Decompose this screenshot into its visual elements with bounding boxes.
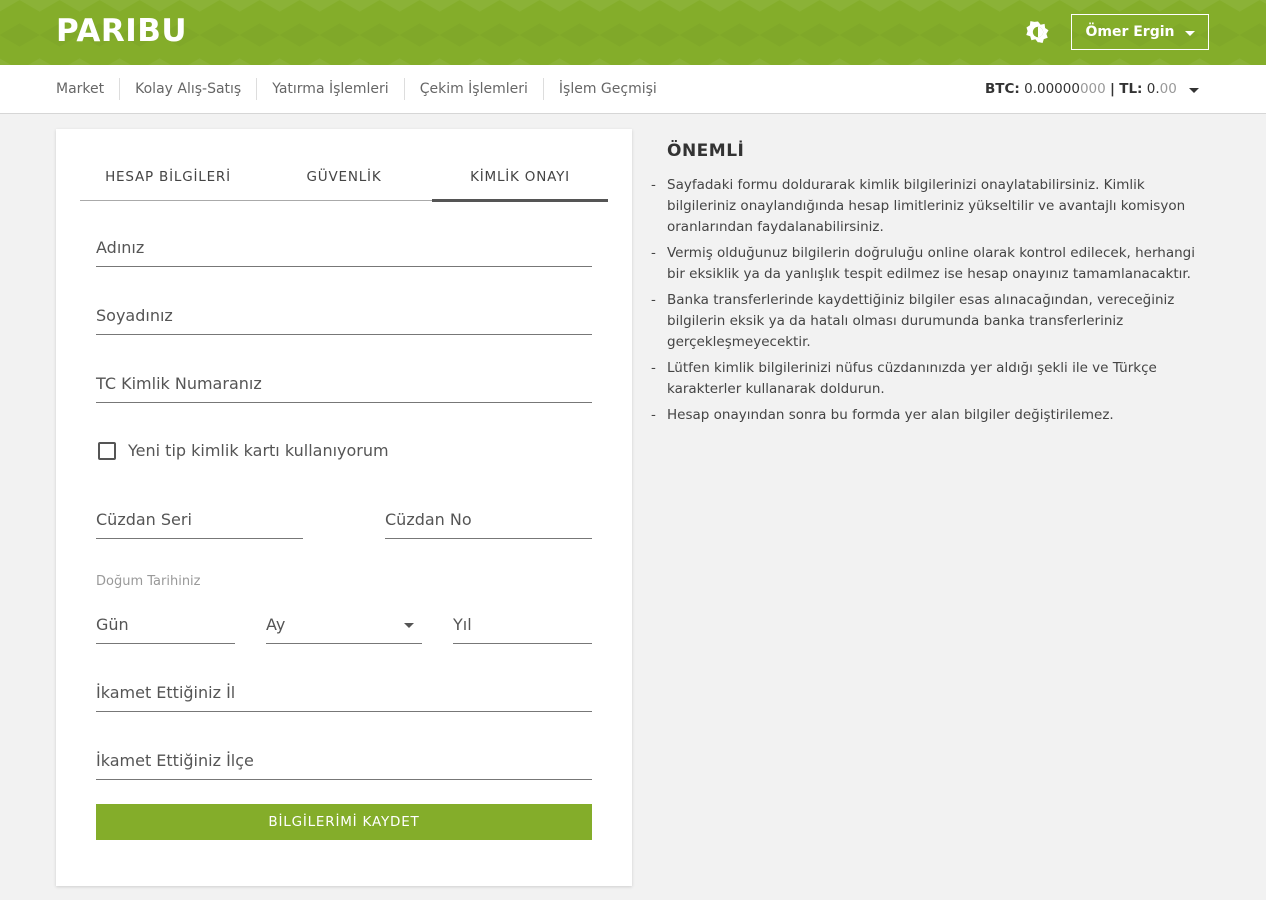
- new-id-card-label: Yeni tip kimlik kartı kullanıyorum: [128, 441, 389, 460]
- identity-form-card: [56, 129, 632, 886]
- city-input[interactable]: [96, 683, 592, 712]
- list-item: - Hesap onayından sonra bu formda yer alan bilgiler değiştirilemez.: [651, 407, 1114, 423]
- tl-value-dim: 00: [1159, 81, 1177, 97]
- wallet-series-input[interactable]: [96, 510, 303, 539]
- tc-number-input[interactable]: [96, 374, 592, 403]
- tab-security[interactable]: GÜVENLİK: [306, 169, 382, 185]
- paribu-logo[interactable]: PARIBU: [56, 13, 188, 49]
- birth-year-placeholder: Yıl: [453, 615, 472, 634]
- district-input[interactable]: [96, 751, 592, 780]
- brightness-icon[interactable]: [1026, 20, 1050, 44]
- list-item: - Banka transferlerinde kaydettiğiniz bilgiler esas alınacağından, vereceğiniz bilgilerin eksik ya da hatalı olması durumunda banka transferleriniz gerçekleşmeyecektir.: [651, 292, 1175, 350]
- user-name: Ömer Ergin: [1085, 24, 1175, 40]
- account-tabs: [80, 153, 608, 201]
- birth-day-placeholder: Gün: [96, 615, 129, 634]
- list-item: - Vermiş olduğunuz bilgilerin doğruluğu online olarak kontrol edilecek, herhangi bir eksiklik ya da yanlışlık tespit edilmez ise hesap onayınız tamamlanacaktır.: [651, 245, 1195, 282]
- birth-date-label: Doğum Tarihiniz: [96, 574, 201, 589]
- list-item: - Sayfadaki formu doldurarak kimlik bilgilerinizi onaylatabilirsiniz. Kimlik bilgileriniz onaylandığında hesap limitleriniz yükseltilir ve avantajlı komisyon oranlarından faydalanabilirsiniz.: [651, 177, 1186, 235]
- wallet-no-input[interactable]: [385, 510, 592, 539]
- nav-item-deposits[interactable]: Yatırma İşlemleri: [256, 78, 403, 100]
- nav-item-easy-trade[interactable]: Kolay Alış-Satış: [119, 78, 256, 100]
- chevron-down-icon: [404, 623, 414, 628]
- nav-item-market[interactable]: Market: [56, 81, 105, 97]
- birth-year-input[interactable]: [453, 615, 592, 644]
- city-placeholder: İkamet Ettiğiniz İl: [96, 683, 236, 702]
- tab-account-info[interactable]: HESAP BİLGİLERİ: [105, 169, 231, 185]
- btc-value-dim: 000: [1079, 81, 1106, 97]
- chevron-down-icon: [1185, 31, 1195, 36]
- last-name-placeholder: Soyadınız: [96, 306, 173, 325]
- birth-day-input[interactable]: [96, 615, 235, 644]
- balance-separator: |: [1110, 81, 1115, 97]
- user-menu-button[interactable]: [1071, 14, 1209, 50]
- btc-value: 0.00000: [1024, 81, 1080, 97]
- tl-label: TL:: [1119, 81, 1143, 97]
- important-title: ÖNEMLİ: [667, 141, 745, 161]
- chevron-down-icon: [1189, 88, 1199, 93]
- note-text: Sayfadaki formu doldurarak kimlik bilgilerinizi onaylatabilirsiniz. Kimlik bilgileriniz onaylandığında hesap limitleriniz yükseltilir ve avantajlı komisyon oranlarından faydalanabilirsiniz.: [667, 177, 1186, 235]
- note-text: Vermiş olduğunuz bilgilerin doğruluğu online olarak kontrol edilecek, herhangi bir eksiklik ya da yanlışlık tespit edilmez ise hesap onayınız tamamlanacaktır.: [667, 245, 1195, 282]
- tab-identity-verification[interactable]: KİMLİK ONAYI: [432, 153, 608, 200]
- nav-item-history[interactable]: İşlem Geçmişi: [543, 78, 672, 100]
- main-navigation: [0, 65, 1266, 114]
- tl-value: 0.: [1146, 81, 1160, 97]
- save-info-button[interactable]: BİLGİLERİMİ KAYDET: [96, 804, 592, 840]
- tc-number-placeholder: TC Kimlik Numaranız: [96, 374, 262, 393]
- note-text: Banka transferlerinde kaydettiğiniz bilgiler esas alınacağından, vereceğiniz bilgilerin eksik ya da hatalı olması durumunda banka transferleriniz gerçekleşmeyecektir.: [667, 292, 1175, 350]
- new-id-card-checkbox[interactable]: [98, 442, 116, 460]
- note-text: Hesap onayından sonra bu formda yer alan bilgiler değiştirilemez.: [667, 407, 1114, 423]
- top-header: [0, 0, 1266, 65]
- wallet-series-placeholder: Cüzdan Seri: [96, 510, 192, 529]
- list-item: - Lütfen kimlik bilgilerinizi nüfus cüzdanınızda yer aldığı şekli ile ve Türkçe karakterler kullanarak doldurun.: [651, 360, 1157, 397]
- nav-item-withdrawals[interactable]: Çekim İşlemleri: [404, 78, 543, 100]
- district-placeholder: İkamet Ettiğiniz İlçe: [96, 751, 254, 770]
- balance-dropdown[interactable]: [985, 79, 1199, 99]
- first-name-input[interactable]: [96, 238, 592, 267]
- wallet-no-placeholder: Cüzdan No: [385, 510, 472, 529]
- btc-label: BTC:: [985, 81, 1020, 97]
- birth-month-placeholder: Ay: [266, 615, 286, 634]
- important-notes-list: [651, 175, 1206, 431]
- new-id-card-option[interactable]: [96, 441, 389, 460]
- birth-month-select[interactable]: [266, 615, 422, 644]
- first-name-placeholder: Adınız: [96, 238, 145, 257]
- last-name-input[interactable]: [96, 306, 592, 335]
- note-text: Lütfen kimlik bilgilerinizi nüfus cüzdanınızda yer aldığı şekli ile ve Türkçe karakterler kullanarak doldurun.: [667, 360, 1157, 397]
